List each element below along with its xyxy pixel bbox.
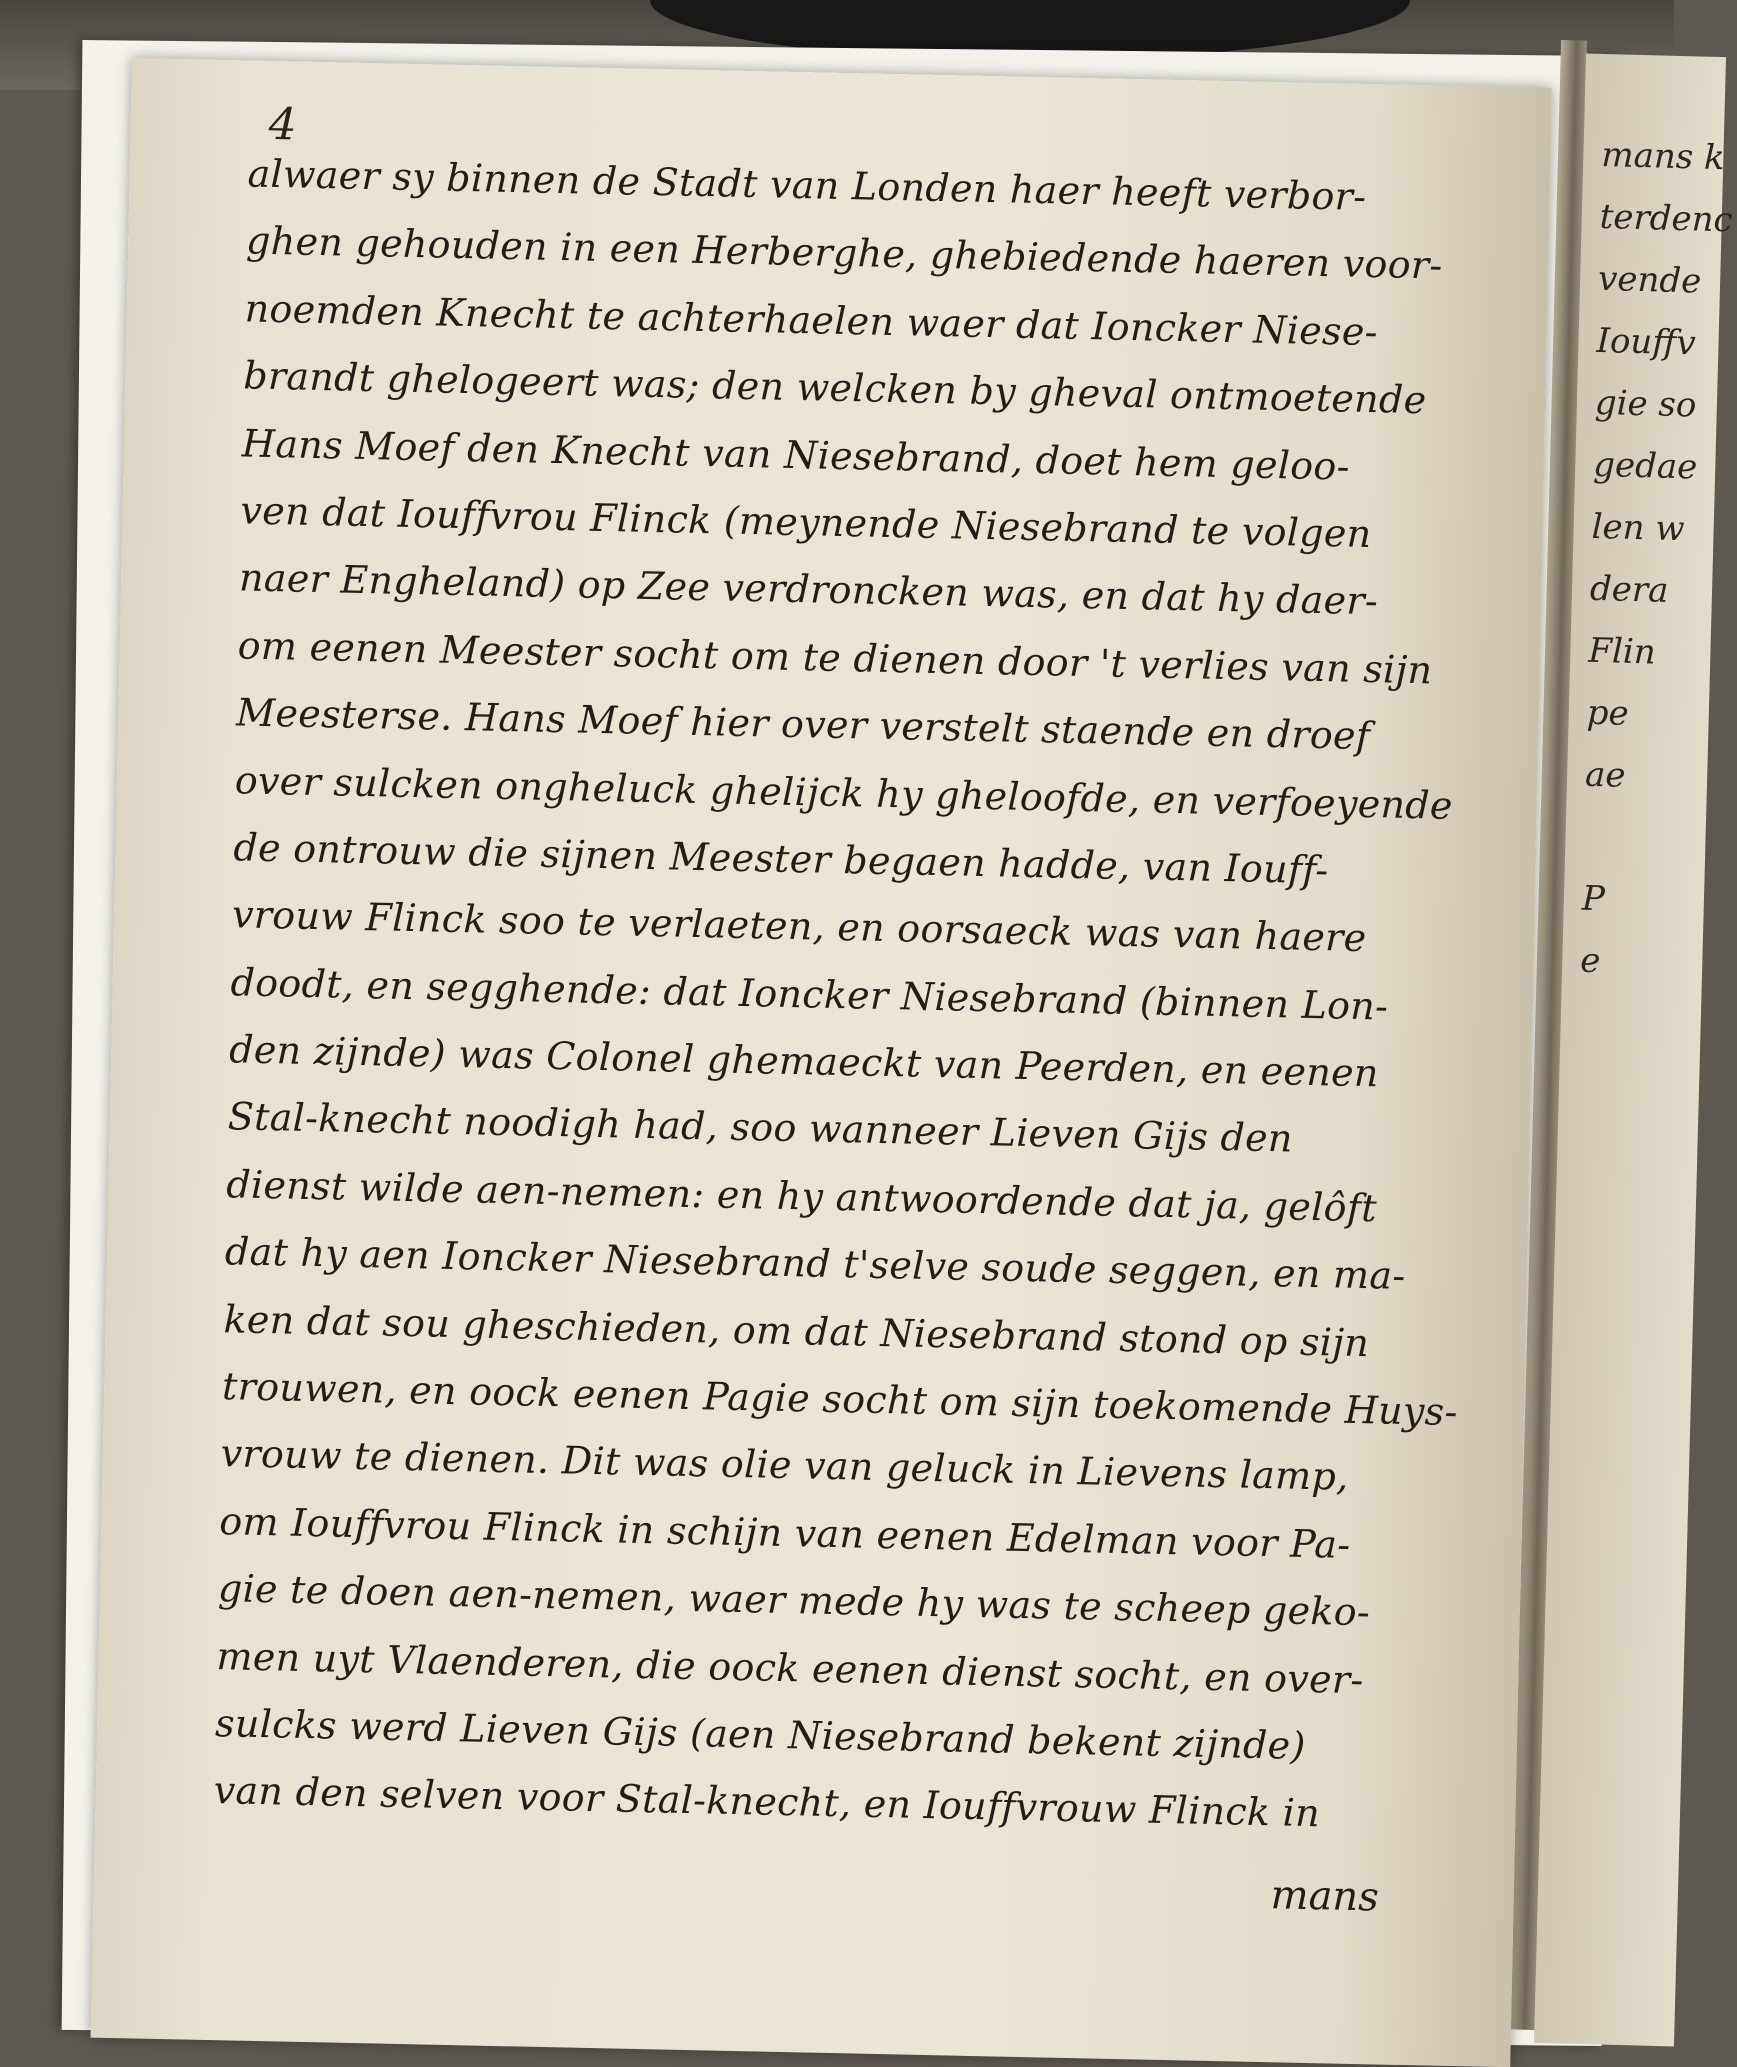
facing-page-fragment bbox=[1578, 992, 1700, 1057]
text-line: men uyt Vlaenderen, die oock eenen dienst socht, en over- bbox=[216, 1633, 1364, 1702]
facing-page-fragment: len w bbox=[1591, 506, 1685, 550]
text-line: doodt, en segghende: dat Ioncker Niesebrand (binnen Lon- bbox=[230, 959, 1389, 1029]
text-line: brandt ghelogeert was; den welcken by gheval ontmoetende bbox=[242, 353, 1427, 423]
text-line: van den selven voor Stal-knecht, en Iouffvrouw Flinck in bbox=[213, 1768, 1321, 1836]
book-page bbox=[91, 58, 1552, 2067]
facing-page-fragment bbox=[1570, 1302, 1692, 1367]
text-line: naer Engheland) op Zee verdroncken was, en dat hy daer- bbox=[238, 555, 1379, 624]
facing-page-fragment: vende bbox=[1597, 258, 1702, 302]
facing-page-fragment bbox=[1583, 806, 1705, 871]
text-line: ghen gehouden in een Herberghe, ghebiedende haeren voor- bbox=[245, 218, 1443, 288]
page-number: 4 bbox=[268, 98, 298, 151]
facing-page-fragment bbox=[1573, 1178, 1695, 1243]
text-line: trouwen, en oock eenen Pagie socht om sijn toekomende Huys- bbox=[221, 1364, 1459, 1435]
text-line: dienst wilde aen-nemen: en hy antwoordende dat ja, gelôft bbox=[225, 1162, 1378, 1231]
catchword: mans bbox=[1270, 1872, 1380, 1921]
facing-page-fragment: mans k bbox=[1600, 134, 1726, 179]
text-line: ken dat sou gheschieden, om dat Niesebrand stond op sijn bbox=[223, 1296, 1370, 1365]
facing-page-fragment: dera bbox=[1589, 568, 1669, 611]
facing-page-fragment bbox=[1571, 1240, 1693, 1305]
facing-page-fragment: gedae bbox=[1592, 444, 1698, 488]
text-line: ven dat Iouffvrou Flinck (meynende Niesebrand te volgen bbox=[240, 488, 1372, 557]
facing-page-fragment: ae bbox=[1584, 754, 1627, 796]
text-line: om Iouffvrou Flinck in schijn van eenen Edelman voor Pa- bbox=[218, 1498, 1351, 1567]
text-line: de ontrouw die sijnen Meester begaen hadde, van Iouff- bbox=[233, 825, 1329, 893]
facing-page-fragment: gie so bbox=[1594, 382, 1697, 426]
text-line: Hans Moef den Knecht van Niesebrand, doet hem geloo- bbox=[241, 420, 1351, 489]
text-line: sulcks werd Lieven Gijs (aen Niesebrand bekent zijnde) bbox=[214, 1701, 1307, 1768]
text-line: Stal-knecht noodigh had, soo wanneer Lieven Gijs den bbox=[227, 1094, 1294, 1162]
facing-page-fragment bbox=[1576, 1054, 1698, 1119]
text-line: om eenen Meester socht om te dienen door 't verlies van sijn bbox=[237, 623, 1433, 693]
text-line: gie te doen aen-nemen, waer mede hy was te scheep geko- bbox=[217, 1566, 1371, 1635]
text-line: den zijnde) was Colonel ghemaeckt van Peerden, en eenen bbox=[228, 1027, 1380, 1096]
page-text bbox=[213, 140, 1548, 1852]
text-line: dat hy aen Ioncker Niesebrand t'selve soude seggen, en ma- bbox=[224, 1229, 1406, 1299]
facing-page-fragment: pe bbox=[1586, 692, 1630, 734]
facing-page-fragment: Iouffv bbox=[1596, 320, 1697, 364]
facing-page-fragment bbox=[1575, 1116, 1697, 1181]
facing-page-fragment: terdenc bbox=[1599, 196, 1734, 241]
text-line: alwaer sy binnen de Stadt van Londen haer heeft verbor- bbox=[247, 151, 1367, 219]
text-line: vrouw Flinck soo te verlaeten, en oorsaeck was van haere bbox=[231, 892, 1367, 961]
facing-page-fragment bbox=[1568, 1364, 1690, 1429]
facing-page-fragment: e bbox=[1579, 940, 1601, 982]
text-line: noemden Knecht te achterhaelen waer dat Ioncker Niese- bbox=[244, 286, 1379, 354]
text-line: vrouw te dienen. Dit was olie van geluck in Lievens lamp, bbox=[220, 1431, 1349, 1500]
facing-page-fragment: P bbox=[1581, 878, 1606, 920]
facing-page-fragment: Flin bbox=[1587, 630, 1657, 673]
text-line: over sulcken ongheluck ghelijck hy gheloofde, en verfoeyende bbox=[234, 757, 1454, 828]
facing-page-fragments bbox=[1568, 124, 1734, 1429]
text-line: Meesterse. Hans Moef hier over verstelt staende en droef bbox=[235, 690, 1371, 759]
